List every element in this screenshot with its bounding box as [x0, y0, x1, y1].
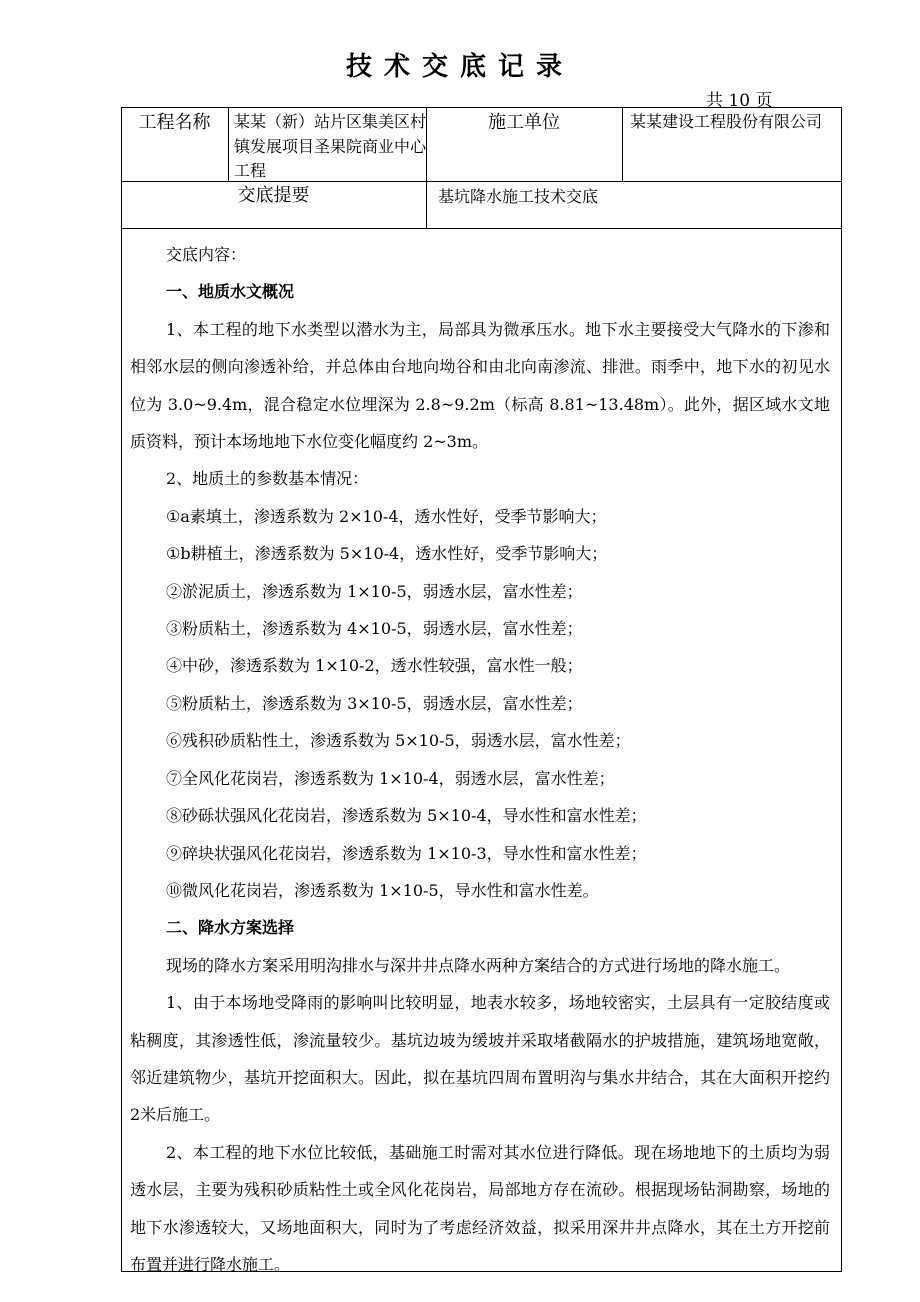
section-heading: 一、地质水文概况 — [166, 282, 295, 302]
project-name-label: 工程名称 — [138, 112, 211, 133]
soil-layer-item: ①b耕植土，渗透系数为 5×10-4，透水性好，受季节影响大； — [166, 544, 608, 564]
soil-layer-item: ④中砂，渗透系数为 1×10-2，透水性较强，富水性一般； — [166, 656, 583, 676]
soil-layer-item: ⑤粉质粘土，渗透系数为 3×10-5，弱透水层，富水性差； — [166, 693, 583, 713]
soil-layer-item: ⑧砂砾状强风化花岗岩，渗透系数为 5×10-4，导水性和富水性差； — [166, 806, 647, 826]
summary-value: 基坑降水施工技术交底 — [438, 187, 599, 206]
paragraph: 2、地质土的参数基本情况： — [166, 469, 369, 489]
project-name-value: 某某（新）站片区集美区村镇发展项目圣果院商业中心工程 — [234, 112, 427, 180]
table-divider — [228, 107, 229, 181]
soil-layer-item: ⑩微风化花岗岩，渗透系数为 1×10-5，导水性和富水性差。 — [166, 880, 599, 900]
document-title: 技术交底记录 — [345, 52, 574, 82]
paragraph: 1、由于本场地受降雨的影响叫比较明显，地表水较多，场地较密实，土层具有一定胶结度或粘稠度，其渗透性低，渗流量较少。基坑边坡为缓坡并采取堵截隔水的护坡措施，建筑场地宽敞，邻近建筑物少，基坑开挖面积大。因此，拟在基坑四周布置明沟与集水井结合，其在大面积开挖约 2米后施工。 — [130, 993, 830, 1125]
soil-layer-item: ⑦全风化花岗岩，渗透系数为 1×10-4，弱透水层，富水性差； — [166, 768, 615, 788]
soil-layer-item: ③粉质粘土，渗透系数为 4×10-5，弱透水层，富水性差； — [166, 619, 583, 639]
paragraph: 2、本工程的地下水位比较低，基础施工时需对其水位进行降低。现在场地地下的土质均为弱透水层，主要为残积砂质粘性土或全风化花岗岩，局部地方存在流砂。根据现场钻洞勘察，场地的地下水渗透较大，又场地面积大，同时为了考虑经济效益，拟采用深井井点降水，其在土方开挖前布置并进行降水施工。 — [130, 1142, 830, 1274]
paragraph: 现场的降水方案采用明沟排水与深井井点降水两种方案结合的方式进行场地的降水施工。 — [166, 955, 791, 975]
soil-layer-item: ⑨碎块状强风化花岗岩，渗透系数为 1×10-3，导水性和富水性差； — [166, 843, 647, 863]
summary-label: 交底提要 — [237, 185, 310, 206]
content-body — [130, 236, 830, 1283]
contractor-label: 施工单位 — [488, 112, 560, 133]
soil-layer-item: ①a素填土，渗透系数为 2×10-4，透水性好，受季节影响大； — [166, 506, 607, 526]
soil-layer-item: ②淤泥质土，渗透系数为 1×10-5，弱透水层，富水性差； — [166, 581, 583, 601]
paragraph: 1、本工程的地下水类型以潜水为主，局部具为微承压水。地下水主要接受大气降水的下渗和相邻水层的侧向渗透补给，并总体由台地向坳谷和由北向南渗流、排泄。雨季中，地下水的初见水位为 3.0~9.4m，混合稳定水位埋深为 2.8~9.2m（标高 8.81~13.48m）。此外，据区域水文地质资料，预计本场地地下水位变化幅度约 2~3m。 — [130, 319, 830, 452]
soil-layer-item: ⑥残积砂质粘性土，渗透系数为 5×10-5，弱透水层，富水性差； — [166, 731, 631, 751]
contractor-value: 某某建设工程股份有限公司 — [630, 112, 823, 131]
page-count: 共 10 页 — [706, 91, 773, 111]
table-divider — [121, 181, 842, 182]
section-heading: 二、降水方案选择 — [166, 918, 295, 938]
content-intro: 交底内容： — [166, 245, 247, 264]
table-divider — [622, 107, 623, 181]
table-divider — [121, 228, 842, 229]
